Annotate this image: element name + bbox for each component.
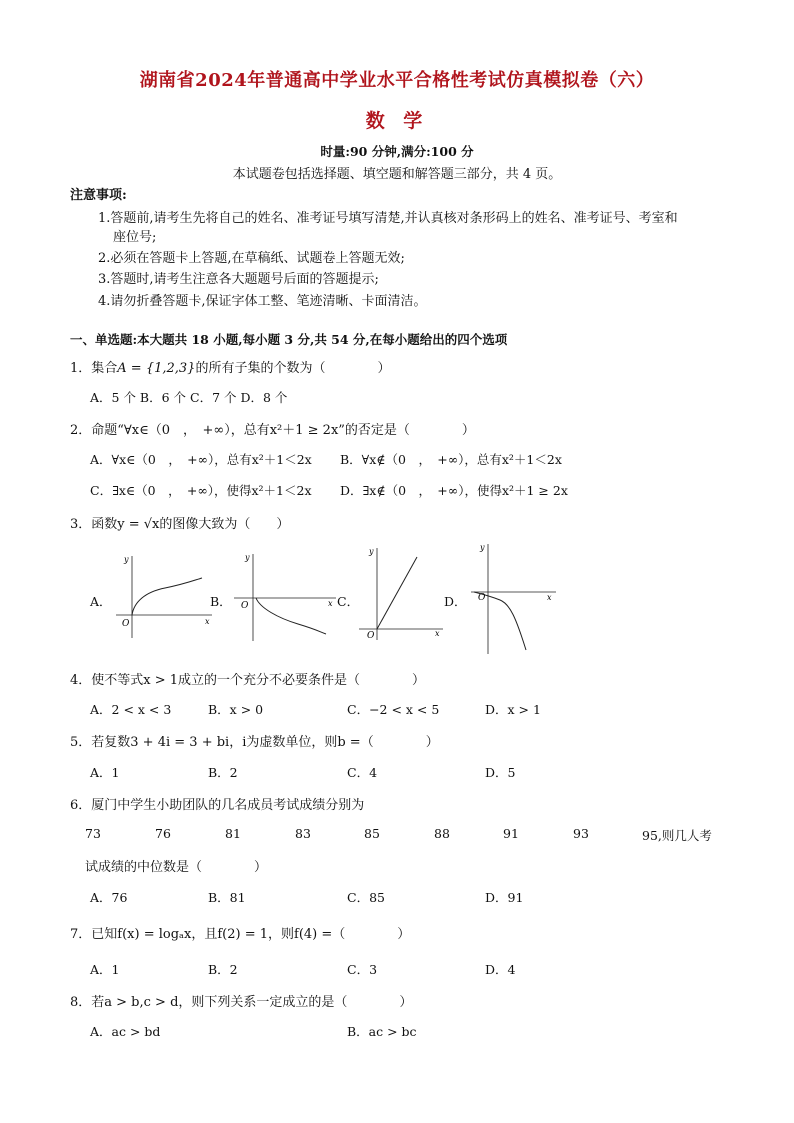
time-score-line: 时量:90 分钟,满分:100 分	[320, 144, 474, 159]
exam-title: 湖南省2024年普通高中学业水平合格性考试仿真模拟卷（六）	[139, 70, 655, 91]
score-value: 83	[295, 826, 311, 841]
graph-d	[468, 538, 560, 656]
question-3-option-a-label: A．	[90, 594, 112, 609]
q1-pre: 1．集合	[70, 361, 118, 376]
question-2-option-b: B．∀x∉（0 ， +∞），总有x²＋1＜2x	[340, 452, 562, 467]
notice-item-1-cont: 座位号;	[113, 230, 157, 245]
question-3-option-c-label: C．	[337, 594, 360, 609]
score-value-last: 95,则几人考	[642, 828, 712, 843]
question-6-option-a: A．76	[90, 890, 128, 905]
notice-item-4: 4.请勿折叠答题卡,保证字体工整、笔迹清晰、卡面清洁。	[98, 294, 427, 309]
notice-item-2: 2.必须在答题卡上答题,在草稿纸、试题卷上答题无效;	[98, 251, 405, 266]
question-6-option-b: B．81	[208, 890, 246, 905]
graph-c	[355, 542, 447, 642]
question-8-option-a: A．ac > bd	[90, 1024, 161, 1039]
graph-b-curve	[256, 598, 326, 634]
graph-c-y-label: y	[369, 547, 374, 556]
question-4-stem: 4．使不等式x > 1成立的一个充分不必要条件是（ ）	[70, 673, 426, 688]
question-6-option-c: C．85	[347, 890, 385, 905]
question-7-option-d: D．4	[485, 962, 516, 977]
section-heading: 一、单选题:本大题共 18 小题,每小题 3 分,共 54 分,在每小题给出的四个选项	[70, 332, 508, 347]
exam-description: 本试题卷包括选择题、填空题和解答题三部分，共 4 页。	[232, 167, 562, 182]
score-value: 93	[573, 826, 589, 841]
question-7-stem: 7．已知f(x) = logₐx，且f(2) = 1，则f(4) =（ ）	[70, 927, 411, 942]
graph-c-x-label: x	[435, 629, 440, 638]
question-7-option-b: B．2	[208, 962, 238, 977]
notice-item-1: 1.答题前,请考生先将自己的姓名、准考证号填写清楚,并认真核对条形码上的姓名、准考证号、考室和	[98, 211, 678, 226]
score-value: 76	[155, 826, 171, 841]
question-4-option-a: A．2 < x < 3	[90, 702, 172, 717]
graph-d-y-label: y	[480, 543, 485, 552]
graph-a-y-label: y	[124, 555, 129, 564]
question-2-option-d: D．∃x∉（0 ， +∞），使得x²＋1 ≥ 2x	[340, 483, 568, 498]
score-value: 81	[225, 826, 241, 841]
question-3-stem: 3．函数y = √x的图像大致为（ ）	[70, 517, 290, 532]
question-3-option-d-label: D．	[444, 594, 467, 609]
question-4-option-c: C．−2 < x < 5	[347, 702, 440, 717]
question-8-stem: 8．若a > b,c > d，则下列关系一定成立的是（ ）	[70, 995, 413, 1010]
question-5-option-d: D．5	[485, 765, 516, 780]
graph-d-x-label: x	[547, 593, 552, 602]
score-value: 91	[503, 826, 519, 841]
question-6-stem-cont: 试成绩的中位数是（ ）	[85, 860, 268, 875]
question-2-option-c: C．∃x∈（0 ， +∞），使得x²＋1＜2x	[90, 483, 312, 498]
question-5-option-c: C．4	[347, 765, 378, 780]
notice-item-3: 3.答题时,请考生注意各大题题号后面的答题提示;	[98, 272, 379, 287]
graph-a	[110, 550, 215, 640]
question-8-option-b: B．ac > bc	[347, 1024, 417, 1039]
q1-math: A = {1,2,3}	[117, 361, 196, 376]
notice-heading: 注意事项:	[70, 188, 127, 203]
question-1-stem	[70, 357, 390, 376]
question-6-stem: 6．厦门中学生小助团队的几名成员考试成绩分别为	[70, 798, 365, 813]
q1-post: 的所有子集的个数为（ ）	[195, 361, 391, 376]
graph-c-line	[377, 557, 417, 629]
question-5-option-a: A．1	[90, 765, 120, 780]
graph-a-origin: O	[122, 619, 130, 629]
question-1-options: A．5 个 B．6 个 C．7 个 D．8 个	[90, 390, 288, 405]
question-7-option-a: A．1	[90, 962, 120, 977]
question-2-option-a: A．∀x∈（0 ， +∞），总有x²＋1＜2x	[90, 452, 312, 467]
score-value: 85	[364, 826, 380, 841]
graph-b-origin: O	[241, 601, 249, 611]
question-5-option-b: B．2	[208, 765, 238, 780]
score-value: 73	[85, 826, 101, 841]
graph-d-origin: O	[478, 593, 486, 603]
question-4-option-d: D．x > 1	[485, 702, 541, 717]
graph-b-x-label: x	[328, 599, 333, 608]
question-5-stem: 5．若复数3 + 4i = 3 + bi，i为虚数单位，则b =（ ）	[70, 735, 439, 750]
graph-a-curve	[132, 578, 202, 615]
question-4-option-b: B．x > 0	[208, 702, 264, 717]
graph-b-y-label: y	[245, 553, 250, 562]
question-6-option-d: D．91	[485, 890, 524, 905]
graph-c-origin: O	[367, 631, 375, 641]
graph-b	[228, 548, 340, 643]
graph-a-x-label: x	[205, 617, 210, 626]
question-7-option-c: C．3	[347, 962, 378, 977]
question-2-stem: 2．命题“∀x∈（0 ， +∞），总有x²＋1 ≥ 2x”的否定是（ ）	[70, 423, 475, 438]
score-value: 88	[434, 826, 450, 841]
question-3-option-b-label: B．	[210, 594, 232, 609]
subject-title: 数 学	[365, 110, 429, 132]
